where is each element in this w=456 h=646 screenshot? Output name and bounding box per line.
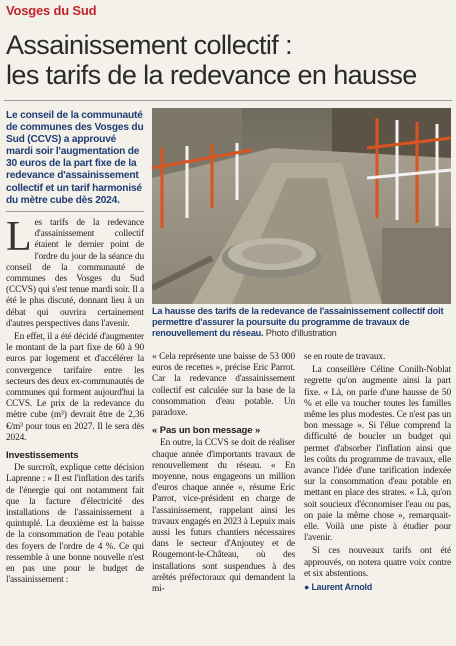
- col1-paragraph-1: es tarifs de la redevance d'assainissement collectif étaient le dernier point de l'ordre du jour de la séance du conseil de la communauté de communes des Vosges du Sud (CCVS) qui s'est tenue mardi soir. Il a été le plus discuté, donnant lieu à un débat qui ouvrira certainement d'autres perspectives dans l'avenir.: [6, 218, 144, 329]
- article-photo: [152, 108, 451, 304]
- col2-paragraph-2: En outre, la CCVS se doit de réaliser chaque année d'importants travaux de renouvellement du réseau. « En moyenne, nous engageons un million d'euros chaque année », résume Eric Parrot, vice-président en charge de l'assainissement, rappelant ainsi les travaux engagés en 2023 à Lepuix mais aussi les futurs chantiers nécessaires dans le secteur d'Anjoutey et de Rougemont-le-Château, où des installations sont suspendues à des arrêtés préfectoraux qui demandent la mi-: [152, 438, 295, 595]
- subhead-pas-un-bon-message: « Pas un bon message »: [152, 425, 261, 437]
- headline: [6, 30, 450, 90]
- lead-rule: [6, 211, 144, 212]
- photo-caption: [152, 306, 450, 339]
- column-3: [304, 352, 451, 593]
- col3-paragraph-1: se en route de travaux.: [304, 352, 386, 362]
- col1-paragraph-2: En effet, il a été décidé d'augmenter le montant de la part fixe de 60 à 90 euros par logement et d'accélérer la convergence tarifaire entre les secteurs des deux ex-communautés de communes qui forment aujourd'hui la CCVS. Le prix de la redevance du mètre cube (m³) devrait être de 2,36 €/m³ pour tous en 2027. Il le sera dès 2024.: [6, 332, 144, 443]
- headline-rule: [4, 100, 452, 101]
- column-1: [6, 214, 144, 589]
- headline-line-2: les tarifs de la redevance en hausse: [6, 60, 417, 90]
- section-rubric: Vosges du Sud: [6, 3, 97, 18]
- drop-cap: L: [6, 214, 32, 260]
- col2-paragraph-1: « Cela représente une baisse de 53 000 euros de recettes », précise Eric Parrot. Car la redevance d'assainissement collectif est calculée sur la base de la consommation d'eau potable. Un paradoxe.: [152, 352, 295, 419]
- roadworks-photo-illustration: [152, 108, 451, 304]
- column-2: [152, 352, 295, 597]
- lead-paragraph: Le conseil de la communauté de communes des Vosges du Sud (CCVS) a approuvé mardi soir l'augmentation de 30 euros de la part fixe de la redevance d'assainissement collectif et un tarif harmonisé du mètre cube dès 2024.: [6, 110, 144, 206]
- col1-paragraph-3: De surcroît, explique cette décision Laprenne : « Il est l'inflation des tarifs de l'énergie qui ont notamment fait que la facture d'électricité des installations de l'assainissement a quintuplé. La deuxième est la baisse de la consommation de l'eau potable des foyers de l'ordre de 4 %. Ce qui ressemble à une bonne nouvelle n'est en pas une pour le budget de l'assainissement :: [6, 463, 144, 586]
- author-byline: ● Laurent Arnold: [304, 582, 373, 593]
- col3-paragraph-3: Si ces nouveaux tarifs ont été approuvés, on notera quatre voix contre et six abstentions.: [304, 546, 451, 579]
- photo-credit: Photo d'illustration: [265, 328, 337, 338]
- col3-paragraph-2: La conseillère Céline Conilh-Noblat regrette qu'on augmente ainsi la part fixe. « Là, on parle d'une hausse de 50 % et elle va toucher toutes les familles même les plus modestes. Ce n'est pas un bon message ». Si l'élue comprend la difficulté de boucler un budget qui permet d'absorber l'inflation ainsi que les coûts du programme de travaux, elle avance l'idée d'une tarification indexée sur la consommation d'eau potable en mettant en place des strates. « Là, qu'on soit soucieux d'économiser l'eau ou pas, on paie la même chose », remarquait-elle. Voilà une piste à étudier pour l'avenir.: [304, 365, 451, 544]
- caption-text: La hausse des tarifs de la redevance de l'assainissement collectif doit permettre d'assurer la poursuite du programme de travaux de renouvellement du réseau.: [152, 306, 444, 338]
- headline-line-1: Assainissement collectif :: [6, 30, 293, 60]
- subhead-investissements: Investissements: [6, 450, 79, 462]
